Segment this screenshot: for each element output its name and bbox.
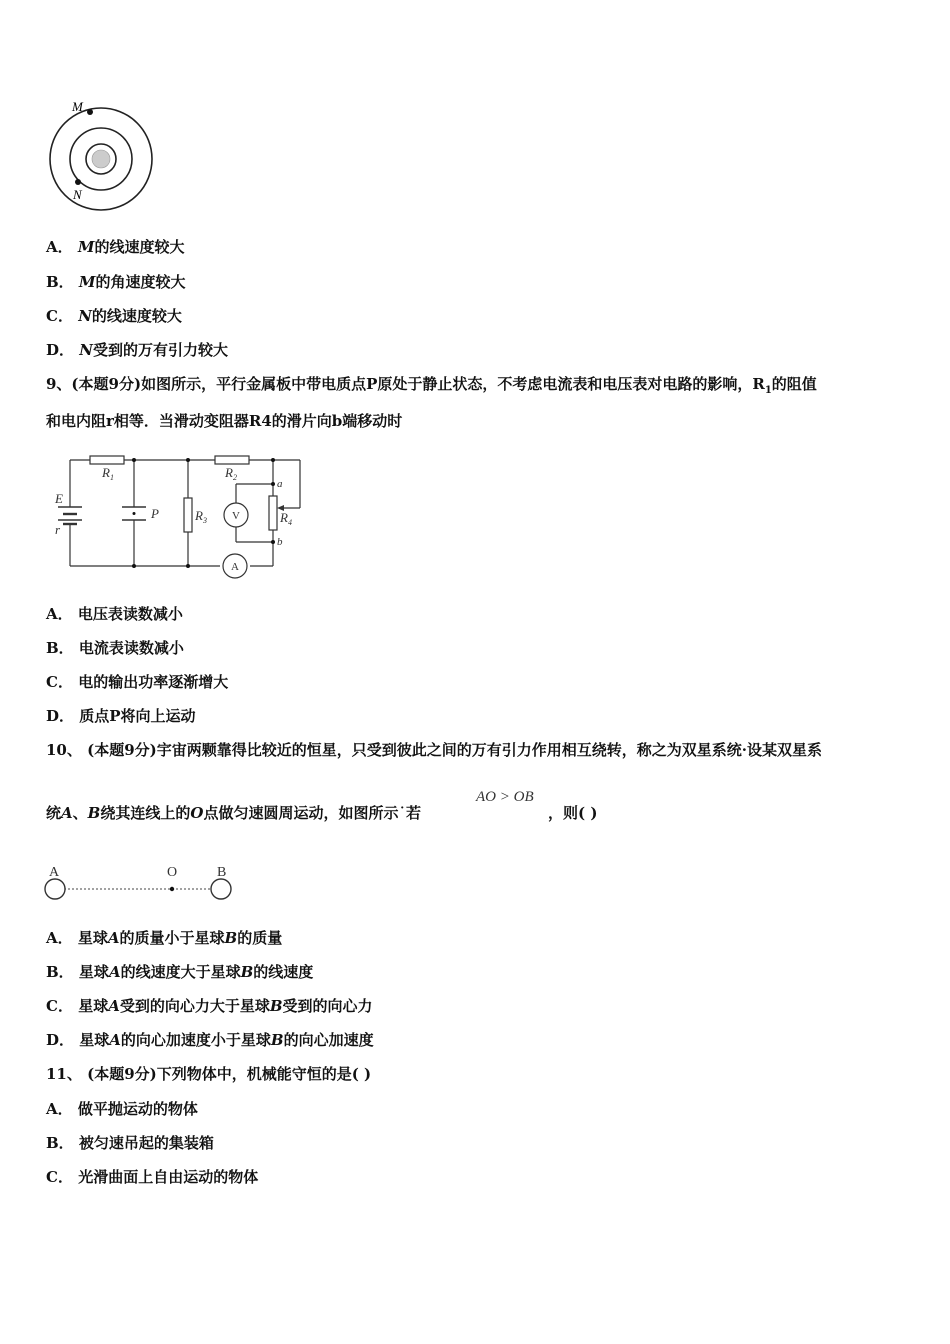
satellite-m xyxy=(87,109,93,115)
q8-option-b: B． M的角速度较大 xyxy=(46,273,186,291)
label-voltmeter: V xyxy=(232,510,240,522)
label-ammeter: A xyxy=(231,561,239,573)
label-b: B xyxy=(217,865,227,880)
q10-option-a: A． 星球A的质量小于星球B的质量 xyxy=(46,929,283,947)
label-a: A xyxy=(49,865,60,880)
resistor-r4 xyxy=(269,496,277,530)
q10-stem-line2: 统A、B绕其连线上的O点做匀速圆周运动，如图所示˙若 xyxy=(46,804,421,822)
q10-stem-answer-bracket: ，则( ) xyxy=(548,804,598,822)
q11-option-b: B． 被匀速吊起的集装箱 xyxy=(46,1134,214,1152)
q9-option-c: C． 电的输出功率逐渐增大 xyxy=(46,673,229,691)
q10-option-c: C． 星球A受到的向心力大于星球B受到的向心力 xyxy=(46,997,373,1015)
charged-particle-p xyxy=(133,512,136,515)
resistor-r2 xyxy=(215,456,249,464)
q9-stem-line1: 9、(本题9分)如图所示，平行金属板中带电质点P原处于静止状态，不考虑电流表和电压表对电路的影响，$R_1$的阻值 xyxy=(46,375,817,396)
label-p: P xyxy=(151,506,159,521)
q8-option-a: A． M的线速度较大 xyxy=(46,238,185,256)
label-r: r xyxy=(55,522,61,537)
satellite-n xyxy=(75,179,81,185)
resistor-r3 xyxy=(184,498,192,532)
label-r1: $R_1$ xyxy=(102,465,114,482)
q8-option-c: C． N的线速度较大 xyxy=(46,307,182,325)
label-r2: $R_2$ xyxy=(225,465,237,482)
q11-option-a: A． 做平抛运动的物体 xyxy=(46,1100,198,1118)
q10-formula: AO > OB xyxy=(476,789,534,805)
label-m: M xyxy=(72,99,83,114)
q11-option-c: C． 光滑曲面上自由运动的物体 xyxy=(46,1168,259,1186)
orbit-figure xyxy=(40,95,160,215)
binary-star-figure xyxy=(40,858,240,908)
q8-option-d: D． N受到的万有引力较大 xyxy=(46,341,228,359)
center-o xyxy=(170,887,174,891)
label-e: E xyxy=(55,491,63,506)
label-r3: $R_3$ xyxy=(195,508,207,525)
q11-stem: 11、 (本题9分)下列物体中，机械能守恒的是( ) xyxy=(46,1065,372,1083)
q10-option-d: D． 星球A的向心加速度小于星球B的向心加速度 xyxy=(46,1031,374,1049)
q10-option-b: B． 星球A的线速度大于星球B的线速度 xyxy=(46,963,314,981)
label-r4: $R_4$ xyxy=(280,510,292,527)
label-a-end: a xyxy=(277,478,283,490)
q10-stem-line1: 10、 (本题9分)宇宙两颗靠得比较近的恒星，只受到彼此之间的万有引力作用相互绕转，称之为双星系统·设某双星系 xyxy=(46,741,822,759)
q9-option-d: D． 质点P将向上运动 xyxy=(46,707,196,725)
label-o: O xyxy=(167,865,178,880)
resistor-r1 xyxy=(90,456,124,464)
label-b-end: b xyxy=(277,536,283,548)
label-n: N xyxy=(73,187,82,202)
q9-stem-line2: 和电内阻r相等．当滑动变阻器R4的滑片向b端移动时 xyxy=(46,412,403,430)
q9-option-b: B． 电流表读数减小 xyxy=(46,639,184,657)
circuit-figure xyxy=(48,450,318,585)
star-a xyxy=(45,879,65,899)
star-b xyxy=(211,879,231,899)
q9-option-a: A． 电压表读数减小 xyxy=(46,605,183,623)
